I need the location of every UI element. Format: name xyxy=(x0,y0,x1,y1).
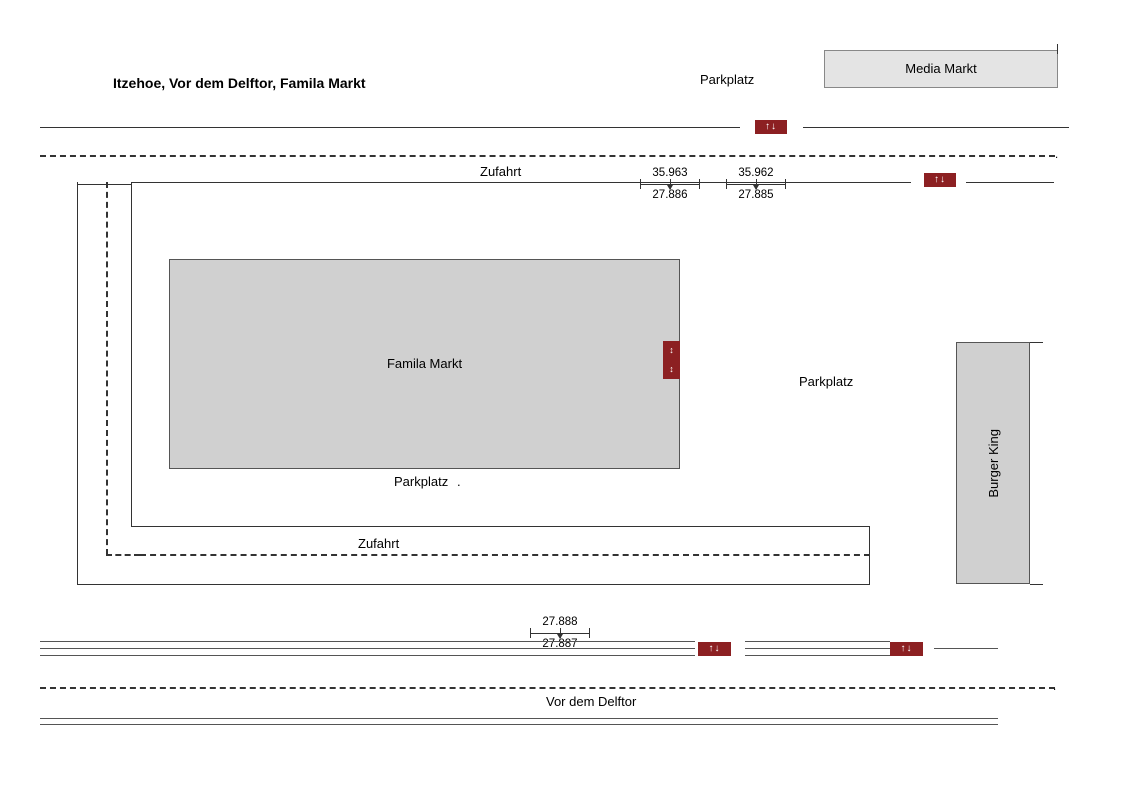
street-bottom-mid-line-mid xyxy=(745,648,890,649)
street-top-left-segment xyxy=(40,127,740,128)
access-road-top-line-right xyxy=(966,182,1054,183)
lot-boundary-inner-left xyxy=(131,182,132,526)
measurement-bottom-value: 27.887 xyxy=(542,638,578,650)
signal-famila-east-upper[interactable] xyxy=(663,341,680,360)
label-street-bottom: Vor dem Delftor xyxy=(546,694,637,709)
street-bottom-edge-line-2 xyxy=(40,724,998,725)
page-title: Itzehoe, Vor dem Delftor, Famila Markt xyxy=(113,75,366,91)
measurement-group-2 xyxy=(726,167,786,201)
street-bottom-lower-line-mid xyxy=(745,655,890,656)
measurement-bar xyxy=(530,628,590,638)
street-bottom-upper-line-left xyxy=(40,641,695,642)
street-bottom-mid-line-right xyxy=(934,648,998,649)
signal-arrow-glyph: ↕ xyxy=(669,363,674,374)
measurement-top-value: 35.962 xyxy=(738,167,774,179)
lot-boundary-inner-right xyxy=(869,526,870,584)
boundary-left-dashed-foot xyxy=(106,554,140,556)
lot-boundary-left-top xyxy=(77,184,131,185)
label-parkplatz-bottom: Parkplatz xyxy=(394,474,449,489)
burger-king-edge-top xyxy=(1030,342,1043,343)
media-markt-edge-tick xyxy=(1057,44,1058,54)
access-road-top-line xyxy=(131,182,911,183)
street-bottom-edge-line-1 xyxy=(40,718,998,719)
street-bottom-mid-line-left xyxy=(40,648,695,649)
lot-boundary-left xyxy=(77,182,78,585)
boundary-bottom-dot: . xyxy=(1053,681,1057,693)
signal-upper-right[interactable]: ↑↓ xyxy=(924,173,956,187)
label-zufahrt-bottom: Zufahrt xyxy=(358,536,400,551)
signal-bottom-right[interactable]: ↑↓ xyxy=(890,642,923,656)
measurement-bottom-value: 27.885 xyxy=(738,189,774,201)
label-parkplatz-right: Parkplatz xyxy=(799,374,854,389)
building-burger-king-label: Burger King xyxy=(985,428,1001,498)
street-bottom-upper-line-mid xyxy=(745,641,890,642)
measurement-bar xyxy=(726,179,786,189)
boundary-bottom-street-dashed xyxy=(40,687,1055,689)
street-top-right-segment xyxy=(803,127,1069,128)
building-burger-king-label-wrap xyxy=(956,342,1030,584)
signal-top-center[interactable]: ↑↓ xyxy=(755,120,787,134)
label-parkplatz-bottom-dot: . xyxy=(457,474,461,489)
signal-famila-east-lower[interactable] xyxy=(663,360,680,379)
measurement-bar xyxy=(640,179,700,189)
boundary-top-dashed xyxy=(40,155,1055,157)
label-parkplatz-top: Parkplatz xyxy=(700,72,755,87)
burger-king-edge-bottom xyxy=(1030,584,1043,585)
lot-boundary-inner-bottom xyxy=(131,526,870,527)
measurement-top-value: 27.888 xyxy=(542,616,578,628)
boundary-top-dot: . xyxy=(1055,149,1059,161)
lot-boundary-bottom-outer xyxy=(77,584,870,585)
boundary-left-dashed xyxy=(106,182,108,555)
building-famila-label: Famila Markt xyxy=(386,356,463,371)
measurement-bottom-value: 27.886 xyxy=(652,189,688,201)
measurement-group-1 xyxy=(640,167,700,201)
street-bottom-lower-line-left xyxy=(40,655,695,656)
signal-arrow-glyph: ↕ xyxy=(669,344,674,355)
measurement-top-value: 35.963 xyxy=(652,167,688,179)
signal-bottom-center[interactable]: ↑↓ xyxy=(698,642,731,656)
label-zufahrt-top: Zufahrt xyxy=(480,164,522,179)
boundary-bottom-dashed xyxy=(140,554,870,556)
building-media-markt-label: Media Markt xyxy=(905,61,977,76)
measurement-group-3 xyxy=(530,616,590,650)
